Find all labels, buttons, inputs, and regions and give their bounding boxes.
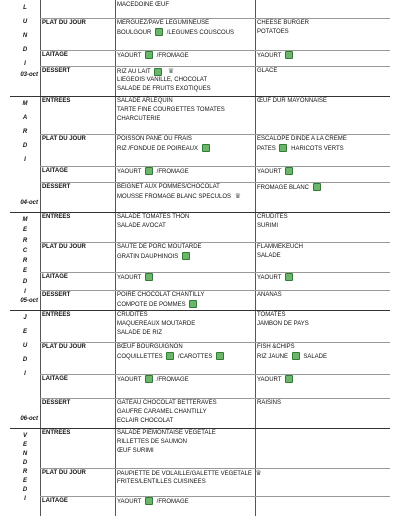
day-letter: D xyxy=(22,487,28,493)
menu-line-alt xyxy=(257,311,285,320)
day-letter: N xyxy=(22,451,28,457)
menu-line-alt xyxy=(257,222,278,231)
section-separator xyxy=(40,242,390,243)
section-separator xyxy=(40,342,390,343)
menu-item-text: ESCALOPE DINDE A LA CREME xyxy=(257,136,347,142)
menu-item-text: COMPOTE DE POMMES xyxy=(117,302,199,308)
category-label: PLAT DU JOUR xyxy=(42,470,86,476)
menu-item-text: CHEESE BURGER xyxy=(257,20,310,26)
menu-item-text: RAISINS xyxy=(257,400,282,406)
menu-line xyxy=(117,97,173,106)
menu-line-alt xyxy=(257,320,309,329)
menu-item-text: GLACE xyxy=(257,68,278,74)
menu-line xyxy=(117,417,173,426)
menu-item-text: BOULGOUR /LEGUMES COUSCOUS xyxy=(117,29,235,36)
menu-line-alt xyxy=(257,352,327,362)
day-letter: D xyxy=(22,143,28,149)
menu-item-text: PATES HARICOTS VERTS xyxy=(257,145,344,152)
menu-line xyxy=(117,115,160,124)
day-letter: E xyxy=(22,268,27,275)
day-letter: R xyxy=(22,237,28,244)
menu-item-text: COQUILLETTES /CAROTTES xyxy=(117,354,226,360)
menu-line xyxy=(117,311,148,320)
menu-item-text: YAOURT /FROMAGE xyxy=(117,168,189,175)
menu-line xyxy=(117,28,234,38)
category-label: LAITAGE xyxy=(42,376,68,382)
menu-line-alt xyxy=(257,399,281,408)
menu-line-alt xyxy=(257,67,277,76)
menu-item-text: SALADE PIEMONTAISE VEGETALE xyxy=(117,430,216,436)
menu-item-text: GRATIN DAUPHINOIS xyxy=(117,254,192,260)
menu-item-text: SALADE xyxy=(257,253,281,259)
bio-label-icon xyxy=(166,352,174,360)
day-letter: E xyxy=(22,329,27,335)
day-letter: C xyxy=(22,247,28,254)
day-letter: E xyxy=(22,227,27,234)
day-letter: D xyxy=(22,357,28,363)
menu-line-alt xyxy=(257,51,295,61)
menu-line-alt xyxy=(257,243,303,252)
category-label: ENTREES xyxy=(42,312,71,318)
menu-line xyxy=(117,183,220,192)
column-divider xyxy=(255,0,256,516)
bio-label-icon xyxy=(189,300,197,308)
bio-label-icon xyxy=(182,252,190,260)
menu-item-text: SALADE AVOCAT xyxy=(117,223,166,229)
category-label: PLAT DU JOUR xyxy=(42,136,86,142)
bio-label-icon xyxy=(292,352,300,360)
menu-item-text: FISH &CHIPS xyxy=(257,344,295,350)
bio-label-icon xyxy=(279,144,287,152)
menu-item-text: LIEGEOIS VANILLE, CHOCOLAT xyxy=(117,77,208,83)
menu-item-text: POISSON PANE OU FRAIS xyxy=(117,136,192,142)
menu-line xyxy=(117,51,189,61)
day-separator xyxy=(10,212,390,213)
category-label: LAITAGE xyxy=(42,52,68,58)
day-letter: U xyxy=(22,343,28,349)
bio-label-icon xyxy=(145,51,153,59)
menu-line xyxy=(117,497,189,507)
menu-line-alt xyxy=(257,213,288,222)
menu-item-text: POTATOES xyxy=(257,29,289,35)
menu-line xyxy=(117,429,216,438)
bio-label-icon xyxy=(285,375,293,383)
menu-line xyxy=(117,213,189,222)
menu-item-text: YAOURT xyxy=(257,377,295,383)
bio-label-icon xyxy=(313,183,321,191)
menu-item-text: RIZ /FONDUE DE POIREAUX xyxy=(117,146,212,152)
menu-item-text: JAMBON DE PAYS xyxy=(257,321,309,327)
menu-item-text: CRUDITES xyxy=(257,214,288,220)
category-label: DESSERT xyxy=(42,400,71,406)
menu-item-text: SALADE ARLEQUIN xyxy=(117,98,173,104)
menu-line xyxy=(117,300,199,310)
menu-item-text: MACEDOINE ŒUF xyxy=(117,2,170,8)
menu-line xyxy=(117,76,207,85)
menu-item-text: YAOURT /FROMAGE xyxy=(117,498,189,505)
category-label: ENTREES xyxy=(42,430,71,436)
menu-item-text: SURIMI xyxy=(257,223,278,229)
menu-line xyxy=(117,222,166,231)
day-separator xyxy=(10,96,390,97)
menu-item-text: CRUDITES xyxy=(117,312,148,318)
menu-line xyxy=(117,106,225,115)
section-separator xyxy=(40,374,390,375)
menu-item-text: YAOURT xyxy=(257,275,295,281)
menu-line-alt xyxy=(257,144,344,154)
category-label: LAITAGE xyxy=(42,274,68,280)
day-letter: U xyxy=(22,19,28,25)
menu-line xyxy=(117,408,207,417)
section-separator xyxy=(40,18,390,19)
menu-item-text: BŒUF BOURGUIGNON xyxy=(117,344,183,350)
menu-item-text: RIZ AU LAIT ♛ xyxy=(117,68,175,76)
category-label: LAITAGE xyxy=(42,498,68,504)
day-letter: L xyxy=(23,5,27,11)
category-label: DESSERT xyxy=(42,68,71,74)
menu-item-text: ANANAS xyxy=(257,292,282,298)
menu-line-alt xyxy=(257,343,295,352)
day-letter: D xyxy=(22,47,28,53)
menu-line xyxy=(117,1,169,10)
menu-line xyxy=(117,273,155,283)
day-letter: I xyxy=(24,61,26,67)
day-letter: J xyxy=(23,315,27,321)
menu-item-text: MERGUEZ/PAVE LEGUMINEUSE xyxy=(117,20,210,26)
menu-item-text: YAOURT xyxy=(257,53,295,59)
section-separator xyxy=(40,166,390,167)
day-letter: M xyxy=(22,217,28,223)
menu-item-text: PAUPIETTE DE VOLAILLE/GALETTE VEGETALE ♛ xyxy=(117,470,262,478)
menu-item-text: SALADE TOMATES THON xyxy=(117,214,190,220)
chef-hat-icon: ♛ xyxy=(234,193,241,200)
day-letter: R xyxy=(22,258,28,264)
menu-item-text: GAUFRE CARAMEL CHANTILLY xyxy=(117,409,207,415)
day-letter: R xyxy=(22,469,28,475)
day-letter: D xyxy=(22,278,28,285)
category-label: LAITAGE xyxy=(42,168,68,174)
menu-item-text: YAOURT /FROMAGE xyxy=(117,376,189,383)
menu-line-alt xyxy=(257,97,327,106)
menu-line xyxy=(117,329,162,338)
chef-hat-icon: ♛ xyxy=(167,68,175,75)
day-letter: D xyxy=(22,460,28,466)
menu-line-alt xyxy=(257,135,347,144)
bio-label-icon xyxy=(155,28,163,36)
bio-label-icon xyxy=(145,375,153,383)
day-letter: I xyxy=(24,371,26,377)
menu-line-alt xyxy=(257,375,295,385)
day-letter: A xyxy=(22,115,28,121)
bio-label-icon xyxy=(285,51,293,59)
day-letter: N xyxy=(22,33,28,39)
day-date: 03-oct xyxy=(20,72,38,78)
menu-line xyxy=(117,375,189,385)
menu-item-text: ŒUF SURIMI xyxy=(117,448,154,454)
menu-line-alt xyxy=(257,183,323,193)
bio-label-icon xyxy=(145,167,153,175)
menu-item-text: RIZ JAUNE SALADE xyxy=(257,353,328,360)
menu-line xyxy=(117,343,183,352)
menu-line-alt xyxy=(257,273,295,283)
section-separator xyxy=(40,66,390,67)
day-letter: E xyxy=(22,478,27,484)
menu-line xyxy=(117,320,195,329)
menu-item-text: FRITES/LENTILLES CUISINEES xyxy=(117,479,206,485)
menu-item-text: MAQUEREAUX MOUTARDE xyxy=(117,321,196,327)
menu-line xyxy=(117,85,211,94)
chef-hat-icon: ♛ xyxy=(255,470,262,477)
day-letter: R xyxy=(22,129,28,135)
menu-line xyxy=(117,352,226,362)
menu-item-text: YAOURT /FROMAGE xyxy=(117,52,189,59)
day-letter: E xyxy=(22,442,27,448)
category-label: PLAT DU JOUR xyxy=(42,344,86,350)
menu-item-text: FROMAGE BLANC xyxy=(257,185,323,191)
bio-label-icon xyxy=(216,352,224,360)
menu-line xyxy=(117,438,187,447)
menu-item-text: TARTE FINE COURGETTES TOMATES xyxy=(117,107,225,113)
menu-item-text: TOMATES xyxy=(257,312,286,318)
menu-item-text: SAUTE DE PORC MOUTARDE xyxy=(117,244,202,250)
day-date: 04-oct xyxy=(20,200,38,206)
menu-line xyxy=(117,144,212,154)
menu-item-text: MOUSSE FROMAGE BLANC SPECULOS ♛ xyxy=(117,193,241,201)
bio-label-icon xyxy=(285,273,293,281)
menu-line xyxy=(117,291,204,300)
section-separator xyxy=(40,272,390,273)
menu-item-text: FLAMMEKEUCH xyxy=(257,244,304,250)
menu-line xyxy=(117,192,241,202)
day-letter: I xyxy=(24,288,26,295)
column-divider xyxy=(115,0,116,516)
category-label: ENTREES xyxy=(42,214,71,220)
menu-line xyxy=(117,447,154,456)
menu-item-text: ECLAIR CHOCOLAT xyxy=(117,418,174,424)
category-label: DESSERT xyxy=(42,292,71,298)
menu-item-text: SALADE DE FRUITS EXOTIQUES xyxy=(117,86,211,92)
day-letter: I xyxy=(24,496,26,502)
menu-line-alt xyxy=(257,167,295,177)
section-separator xyxy=(40,496,390,497)
menu-line-alt xyxy=(257,28,289,37)
menu-line xyxy=(117,399,217,408)
column-divider xyxy=(40,0,41,516)
menu-item-text: BEIGNET AUX POMMES/CHOCOLAT xyxy=(117,184,220,190)
menu-item-text: SALADE DE RIZ xyxy=(117,330,163,336)
bio-label-icon xyxy=(145,497,153,505)
menu-item-text: POIRE CHOCOLAT CHANTILLY xyxy=(117,292,205,298)
menu-line-alt xyxy=(257,252,281,261)
category-label: PLAT DU JOUR xyxy=(42,244,86,250)
day-date: 05-oct xyxy=(20,298,38,304)
menu-line-alt xyxy=(257,19,309,28)
menu-item-text: RILLETTES DE SAUMON xyxy=(117,439,188,445)
menu-line xyxy=(117,167,189,177)
bio-label-icon xyxy=(145,273,153,281)
menu-line xyxy=(117,478,206,487)
menu-line xyxy=(117,252,192,262)
category-label: PLAT DU JOUR xyxy=(42,20,86,26)
day-date: 06-oct xyxy=(20,416,38,422)
menu-item-text: YAOURT xyxy=(257,169,295,175)
menu-line xyxy=(117,135,192,144)
menu-line-alt xyxy=(257,291,282,300)
menu-item-text: CHARCUTERIE xyxy=(117,116,161,122)
menu-line xyxy=(117,19,209,28)
bio-label-icon xyxy=(202,144,210,152)
day-separator xyxy=(10,310,390,311)
menu-item-text: YAOURT xyxy=(117,275,155,281)
day-letter: M xyxy=(22,101,28,107)
menu-line xyxy=(117,243,202,252)
category-label: DESSERT xyxy=(42,184,71,190)
menu-item-text: ŒUF DUR MAYONNAISE xyxy=(257,98,327,104)
day-letter: I xyxy=(24,157,26,163)
section-separator xyxy=(40,50,390,51)
bio-label-icon xyxy=(154,68,162,76)
section-separator xyxy=(40,290,390,291)
day-letter: V xyxy=(22,433,27,439)
bio-label-icon xyxy=(285,167,293,175)
menu-item-text: GATEAU CHOCOLAT BETTERAVES xyxy=(117,400,217,406)
category-label: ENTREES xyxy=(42,98,71,104)
